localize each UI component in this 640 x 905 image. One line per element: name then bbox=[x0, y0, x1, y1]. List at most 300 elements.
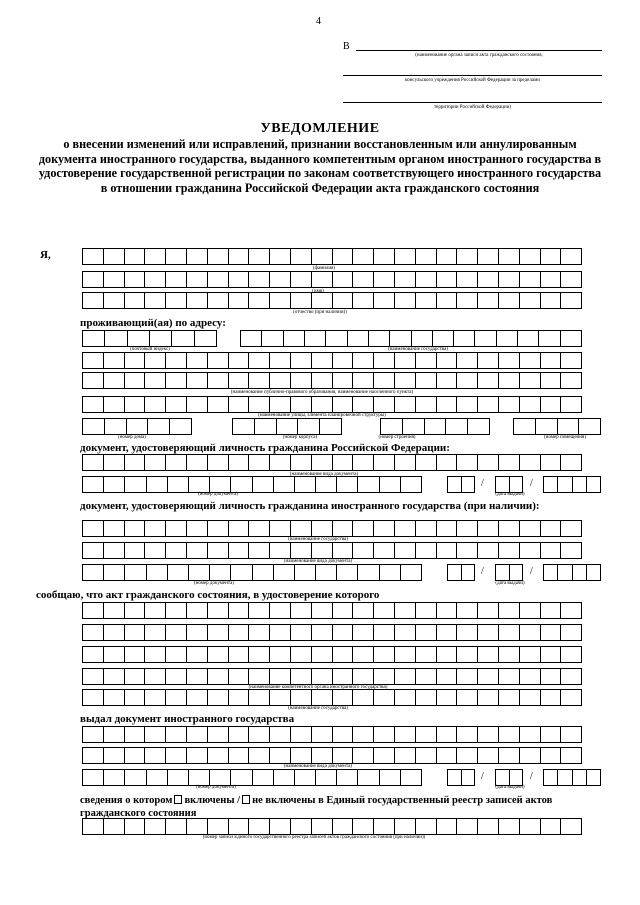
input-cell[interactable] bbox=[125, 373, 146, 388]
input-cell[interactable] bbox=[416, 727, 437, 742]
input-cell[interactable] bbox=[125, 770, 146, 785]
input-cell[interactable] bbox=[270, 455, 291, 470]
input-cell[interactable] bbox=[187, 603, 208, 618]
input-cell[interactable] bbox=[416, 625, 437, 640]
input-cell[interactable] bbox=[353, 272, 374, 287]
input-cell[interactable] bbox=[374, 727, 395, 742]
input-cell[interactable] bbox=[541, 353, 562, 368]
foreign-state-grid[interactable] bbox=[82, 520, 582, 537]
input-cell[interactable] bbox=[448, 477, 462, 492]
input-cell[interactable] bbox=[104, 543, 125, 558]
input-cell[interactable] bbox=[125, 293, 146, 308]
included-checkbox[interactable] bbox=[174, 795, 182, 804]
input-cell[interactable] bbox=[353, 647, 374, 662]
input-cell[interactable] bbox=[520, 669, 541, 684]
input-cell[interactable] bbox=[395, 669, 416, 684]
input-cell[interactable] bbox=[270, 293, 291, 308]
input-cell[interactable] bbox=[262, 331, 283, 346]
input-cell[interactable] bbox=[125, 690, 146, 705]
input-cell[interactable] bbox=[208, 647, 229, 662]
input-cell[interactable] bbox=[561, 669, 582, 684]
input-cell[interactable] bbox=[457, 272, 478, 287]
input-cell[interactable] bbox=[353, 727, 374, 742]
input-cell[interactable] bbox=[208, 625, 229, 640]
input-cell[interactable] bbox=[270, 690, 291, 705]
input-cell[interactable] bbox=[561, 272, 582, 287]
input-cell[interactable] bbox=[395, 647, 416, 662]
input-cell[interactable] bbox=[374, 603, 395, 618]
input-cell[interactable] bbox=[249, 521, 270, 536]
input-cell[interactable] bbox=[229, 690, 250, 705]
input-cell[interactable] bbox=[270, 543, 291, 558]
input-cell[interactable] bbox=[105, 331, 127, 346]
input-cell[interactable] bbox=[457, 249, 478, 264]
input-cell[interactable] bbox=[462, 565, 476, 580]
input-cell[interactable] bbox=[561, 331, 582, 346]
input-cell[interactable] bbox=[125, 748, 146, 763]
input-cell[interactable] bbox=[249, 353, 270, 368]
input-cell[interactable] bbox=[270, 603, 291, 618]
input-cell[interactable] bbox=[104, 669, 125, 684]
input-cell[interactable] bbox=[380, 477, 401, 492]
input-cell[interactable] bbox=[145, 293, 166, 308]
input-cell[interactable] bbox=[541, 819, 562, 834]
input-cell[interactable] bbox=[333, 455, 354, 470]
input-cell[interactable] bbox=[208, 373, 229, 388]
input-cell[interactable] bbox=[83, 477, 104, 492]
input-cell[interactable] bbox=[312, 690, 333, 705]
input-cell[interactable] bbox=[312, 455, 333, 470]
input-cell[interactable] bbox=[274, 565, 295, 580]
input-cell[interactable] bbox=[145, 373, 166, 388]
input-cell[interactable] bbox=[148, 419, 170, 434]
foreign-doc-number-grid[interactable] bbox=[82, 564, 422, 581]
input-cell[interactable] bbox=[147, 477, 168, 492]
input-cell[interactable] bbox=[291, 669, 312, 684]
input-cell[interactable] bbox=[390, 331, 411, 346]
input-cell[interactable] bbox=[333, 690, 354, 705]
input-cell[interactable] bbox=[374, 647, 395, 662]
input-cell[interactable] bbox=[270, 819, 291, 834]
input-cell[interactable] bbox=[210, 770, 231, 785]
input-cell[interactable] bbox=[210, 565, 231, 580]
input-cell[interactable] bbox=[353, 397, 374, 412]
input-cell[interactable] bbox=[333, 521, 354, 536]
input-cell[interactable] bbox=[541, 625, 562, 640]
input-cell[interactable] bbox=[561, 819, 582, 834]
input-cell[interactable] bbox=[291, 293, 312, 308]
input-cell[interactable] bbox=[353, 373, 374, 388]
input-cell[interactable] bbox=[229, 748, 250, 763]
input-cell[interactable] bbox=[249, 272, 270, 287]
input-cell[interactable] bbox=[270, 748, 291, 763]
addressee-line-3[interactable] bbox=[343, 102, 602, 103]
input-cell[interactable] bbox=[496, 770, 510, 785]
input-cell[interactable] bbox=[208, 603, 229, 618]
input-cell[interactable] bbox=[561, 727, 582, 742]
input-cell[interactable] bbox=[172, 331, 194, 346]
input-cell[interactable] bbox=[104, 521, 125, 536]
input-cell[interactable] bbox=[437, 397, 458, 412]
input-cell[interactable] bbox=[195, 331, 217, 346]
input-cell[interactable] bbox=[499, 748, 520, 763]
input-cell[interactable] bbox=[104, 455, 125, 470]
input-cell[interactable] bbox=[147, 565, 168, 580]
input-cell[interactable] bbox=[416, 455, 437, 470]
input-cell[interactable] bbox=[312, 748, 333, 763]
input-cell[interactable] bbox=[510, 565, 524, 580]
input-cell[interactable] bbox=[561, 690, 582, 705]
input-cell[interactable] bbox=[561, 647, 582, 662]
input-cell[interactable] bbox=[189, 477, 210, 492]
input-cell[interactable] bbox=[208, 727, 229, 742]
input-cell[interactable] bbox=[437, 748, 458, 763]
input-cell[interactable] bbox=[333, 249, 354, 264]
issued-month-grid[interactable] bbox=[495, 769, 523, 786]
input-cell[interactable] bbox=[416, 748, 437, 763]
input-cell[interactable] bbox=[291, 603, 312, 618]
input-cell[interactable] bbox=[208, 819, 229, 834]
input-cell[interactable] bbox=[208, 249, 229, 264]
street-grid[interactable] bbox=[82, 396, 582, 413]
input-cell[interactable] bbox=[496, 565, 510, 580]
input-cell[interactable] bbox=[145, 727, 166, 742]
input-cell[interactable] bbox=[374, 455, 395, 470]
municipality-grid-1[interactable] bbox=[82, 352, 582, 369]
input-cell[interactable] bbox=[380, 565, 401, 580]
input-cell[interactable] bbox=[374, 748, 395, 763]
input-cell[interactable] bbox=[381, 419, 403, 434]
input-cell[interactable] bbox=[249, 669, 270, 684]
input-cell[interactable] bbox=[83, 419, 105, 434]
input-cell[interactable] bbox=[145, 455, 166, 470]
input-cell[interactable] bbox=[416, 293, 437, 308]
input-cell[interactable] bbox=[104, 770, 125, 785]
input-cell[interactable] bbox=[374, 521, 395, 536]
input-cell[interactable] bbox=[187, 353, 208, 368]
input-cell[interactable] bbox=[291, 647, 312, 662]
input-cell[interactable] bbox=[83, 565, 104, 580]
input-cell[interactable] bbox=[105, 419, 127, 434]
input-cell[interactable] bbox=[457, 521, 478, 536]
input-cell[interactable] bbox=[125, 397, 146, 412]
input-cell[interactable] bbox=[539, 331, 560, 346]
input-cell[interactable] bbox=[145, 819, 166, 834]
input-cell[interactable] bbox=[374, 373, 395, 388]
input-cell[interactable] bbox=[544, 770, 558, 785]
input-cell[interactable] bbox=[358, 477, 379, 492]
input-cell[interactable] bbox=[166, 690, 187, 705]
input-cell[interactable] bbox=[145, 521, 166, 536]
input-cell[interactable] bbox=[401, 565, 422, 580]
house-grid[interactable] bbox=[82, 418, 192, 435]
input-cell[interactable] bbox=[401, 477, 422, 492]
input-cell[interactable] bbox=[253, 477, 274, 492]
input-cell[interactable] bbox=[187, 272, 208, 287]
input-cell[interactable] bbox=[316, 770, 337, 785]
input-cell[interactable] bbox=[312, 625, 333, 640]
input-cell[interactable] bbox=[210, 477, 231, 492]
structure-grid[interactable] bbox=[380, 418, 490, 435]
input-cell[interactable] bbox=[326, 331, 347, 346]
input-cell[interactable] bbox=[457, 455, 478, 470]
input-cell[interactable] bbox=[520, 249, 541, 264]
input-cell[interactable] bbox=[416, 521, 437, 536]
input-cell[interactable] bbox=[249, 373, 270, 388]
input-cell[interactable] bbox=[520, 373, 541, 388]
input-cell[interactable] bbox=[353, 819, 374, 834]
input-cell[interactable] bbox=[312, 293, 333, 308]
input-cell[interactable] bbox=[499, 293, 520, 308]
input-cell[interactable] bbox=[312, 272, 333, 287]
input-cell[interactable] bbox=[499, 353, 520, 368]
input-cell[interactable] bbox=[433, 331, 454, 346]
input-cell[interactable] bbox=[83, 647, 104, 662]
input-cell[interactable] bbox=[312, 543, 333, 558]
input-cell[interactable] bbox=[478, 647, 499, 662]
input-cell[interactable] bbox=[166, 455, 187, 470]
input-cell[interactable] bbox=[229, 293, 250, 308]
input-cell[interactable] bbox=[497, 331, 518, 346]
input-cell[interactable] bbox=[478, 543, 499, 558]
input-cell[interactable] bbox=[83, 249, 104, 264]
input-cell[interactable] bbox=[83, 669, 104, 684]
input-cell[interactable] bbox=[541, 397, 562, 412]
input-cell[interactable] bbox=[104, 727, 125, 742]
input-cell[interactable] bbox=[166, 669, 187, 684]
input-cell[interactable] bbox=[187, 727, 208, 742]
input-cell[interactable] bbox=[478, 819, 499, 834]
input-cell[interactable] bbox=[187, 543, 208, 558]
input-cell[interactable] bbox=[83, 603, 104, 618]
input-cell[interactable] bbox=[499, 727, 520, 742]
input-cell[interactable] bbox=[561, 543, 582, 558]
input-cell[interactable] bbox=[395, 521, 416, 536]
authority-grid-3[interactable] bbox=[82, 646, 582, 663]
input-cell[interactable] bbox=[520, 397, 541, 412]
input-cell[interactable] bbox=[208, 397, 229, 412]
input-cell[interactable] bbox=[353, 603, 374, 618]
input-cell[interactable] bbox=[125, 727, 146, 742]
input-cell[interactable] bbox=[437, 455, 458, 470]
input-cell[interactable] bbox=[333, 397, 354, 412]
foreign-doc-type-grid[interactable] bbox=[82, 542, 582, 559]
input-cell[interactable] bbox=[277, 419, 299, 434]
input-cell[interactable] bbox=[499, 669, 520, 684]
input-cell[interactable] bbox=[457, 647, 478, 662]
input-cell[interactable] bbox=[457, 727, 478, 742]
input-cell[interactable] bbox=[249, 249, 270, 264]
input-cell[interactable] bbox=[587, 477, 601, 492]
input-cell[interactable] bbox=[457, 397, 478, 412]
input-cell[interactable] bbox=[189, 770, 210, 785]
input-cell[interactable] bbox=[166, 293, 187, 308]
input-cell[interactable] bbox=[291, 373, 312, 388]
input-cell[interactable] bbox=[333, 625, 354, 640]
input-cell[interactable] bbox=[353, 748, 374, 763]
input-cell[interactable] bbox=[291, 353, 312, 368]
input-cell[interactable] bbox=[166, 353, 187, 368]
input-cell[interactable] bbox=[231, 770, 252, 785]
input-cell[interactable] bbox=[520, 690, 541, 705]
input-cell[interactable] bbox=[496, 477, 510, 492]
issued-doc-type-grid-2[interactable] bbox=[82, 747, 582, 764]
input-cell[interactable] bbox=[295, 477, 316, 492]
input-cell[interactable] bbox=[353, 521, 374, 536]
input-cell[interactable] bbox=[561, 249, 582, 264]
input-cell[interactable] bbox=[83, 625, 104, 640]
input-cell[interactable] bbox=[187, 690, 208, 705]
input-cell[interactable] bbox=[291, 455, 312, 470]
input-cell[interactable] bbox=[510, 770, 524, 785]
input-cell[interactable] bbox=[541, 373, 562, 388]
input-cell[interactable] bbox=[270, 647, 291, 662]
input-cell[interactable] bbox=[561, 293, 582, 308]
input-cell[interactable] bbox=[312, 669, 333, 684]
input-cell[interactable] bbox=[187, 748, 208, 763]
input-cell[interactable] bbox=[170, 419, 192, 434]
input-cell[interactable] bbox=[348, 331, 369, 346]
input-cell[interactable] bbox=[510, 477, 524, 492]
input-cell[interactable] bbox=[457, 625, 478, 640]
input-cell[interactable] bbox=[128, 331, 150, 346]
input-cell[interactable] bbox=[145, 249, 166, 264]
input-cell[interactable] bbox=[475, 331, 496, 346]
input-cell[interactable] bbox=[168, 770, 189, 785]
input-cell[interactable] bbox=[312, 521, 333, 536]
input-cell[interactable] bbox=[316, 565, 337, 580]
input-cell[interactable] bbox=[312, 647, 333, 662]
input-cell[interactable] bbox=[189, 565, 210, 580]
input-cell[interactable] bbox=[437, 603, 458, 618]
input-cell[interactable] bbox=[249, 543, 270, 558]
input-cell[interactable] bbox=[401, 770, 422, 785]
registry-number-grid[interactable] bbox=[82, 818, 582, 835]
input-cell[interactable] bbox=[437, 690, 458, 705]
input-cell[interactable] bbox=[208, 748, 229, 763]
input-cell[interactable] bbox=[353, 669, 374, 684]
input-cell[interactable] bbox=[561, 397, 582, 412]
input-cell[interactable] bbox=[229, 455, 250, 470]
authority-grid-2[interactable] bbox=[82, 624, 582, 641]
input-cell[interactable] bbox=[353, 543, 374, 558]
input-cell[interactable] bbox=[374, 353, 395, 368]
input-cell[interactable] bbox=[291, 272, 312, 287]
input-cell[interactable] bbox=[395, 249, 416, 264]
rf-issue-day-grid[interactable] bbox=[447, 476, 475, 493]
input-cell[interactable] bbox=[520, 272, 541, 287]
input-cell[interactable] bbox=[478, 249, 499, 264]
input-cell[interactable] bbox=[249, 727, 270, 742]
input-cell[interactable] bbox=[520, 543, 541, 558]
input-cell[interactable] bbox=[229, 373, 250, 388]
name-grid[interactable] bbox=[82, 271, 582, 288]
input-cell[interactable] bbox=[395, 690, 416, 705]
input-cell[interactable] bbox=[333, 669, 354, 684]
input-cell[interactable] bbox=[558, 477, 572, 492]
input-cell[interactable] bbox=[541, 521, 562, 536]
input-cell[interactable] bbox=[353, 293, 374, 308]
input-cell[interactable] bbox=[233, 419, 255, 434]
input-cell[interactable] bbox=[166, 603, 187, 618]
foreign-issue-day-grid[interactable] bbox=[447, 564, 475, 581]
input-cell[interactable] bbox=[499, 455, 520, 470]
input-cell[interactable] bbox=[462, 770, 476, 785]
input-cell[interactable] bbox=[457, 690, 478, 705]
input-cell[interactable] bbox=[514, 419, 536, 434]
input-cell[interactable] bbox=[270, 353, 291, 368]
input-cell[interactable] bbox=[457, 819, 478, 834]
input-cell[interactable] bbox=[561, 603, 582, 618]
input-cell[interactable] bbox=[374, 819, 395, 834]
input-cell[interactable] bbox=[518, 331, 539, 346]
input-cell[interactable] bbox=[125, 543, 146, 558]
input-cell[interactable] bbox=[333, 543, 354, 558]
input-cell[interactable] bbox=[561, 625, 582, 640]
input-cell[interactable] bbox=[125, 477, 146, 492]
input-cell[interactable] bbox=[446, 419, 468, 434]
input-cell[interactable] bbox=[208, 690, 229, 705]
input-cell[interactable] bbox=[187, 397, 208, 412]
foreign-issue-month-grid[interactable] bbox=[495, 564, 523, 581]
input-cell[interactable] bbox=[104, 647, 125, 662]
input-cell[interactable] bbox=[83, 690, 104, 705]
input-cell[interactable] bbox=[541, 748, 562, 763]
input-cell[interactable] bbox=[125, 249, 146, 264]
input-cell[interactable] bbox=[231, 565, 252, 580]
input-cell[interactable] bbox=[380, 770, 401, 785]
input-cell[interactable] bbox=[478, 603, 499, 618]
input-cell[interactable] bbox=[166, 625, 187, 640]
input-cell[interactable] bbox=[104, 477, 125, 492]
input-cell[interactable] bbox=[457, 293, 478, 308]
input-cell[interactable] bbox=[125, 603, 146, 618]
input-cell[interactable] bbox=[229, 521, 250, 536]
input-cell[interactable] bbox=[353, 455, 374, 470]
input-cell[interactable] bbox=[412, 331, 433, 346]
input-cell[interactable] bbox=[125, 272, 146, 287]
issued-year-grid[interactable] bbox=[543, 769, 601, 786]
input-cell[interactable] bbox=[187, 669, 208, 684]
input-cell[interactable] bbox=[520, 625, 541, 640]
input-cell[interactable] bbox=[416, 249, 437, 264]
input-cell[interactable] bbox=[208, 272, 229, 287]
input-cell[interactable] bbox=[187, 455, 208, 470]
input-cell[interactable] bbox=[208, 455, 229, 470]
input-cell[interactable] bbox=[520, 819, 541, 834]
input-cell[interactable] bbox=[478, 748, 499, 763]
input-cell[interactable] bbox=[416, 603, 437, 618]
input-cell[interactable] bbox=[478, 625, 499, 640]
input-cell[interactable] bbox=[187, 373, 208, 388]
input-cell[interactable] bbox=[83, 727, 104, 742]
input-cell[interactable] bbox=[166, 819, 187, 834]
input-cell[interactable] bbox=[253, 770, 274, 785]
input-cell[interactable] bbox=[249, 293, 270, 308]
input-cell[interactable] bbox=[499, 249, 520, 264]
input-cell[interactable] bbox=[573, 477, 587, 492]
input-cell[interactable] bbox=[520, 455, 541, 470]
authority-grid-4[interactable] bbox=[82, 668, 582, 685]
input-cell[interactable] bbox=[499, 543, 520, 558]
input-cell[interactable] bbox=[83, 397, 104, 412]
input-cell[interactable] bbox=[291, 543, 312, 558]
input-cell[interactable] bbox=[298, 419, 320, 434]
input-cell[interactable] bbox=[333, 748, 354, 763]
input-cell[interactable] bbox=[374, 625, 395, 640]
apartment-grid[interactable] bbox=[513, 418, 601, 435]
input-cell[interactable] bbox=[499, 373, 520, 388]
